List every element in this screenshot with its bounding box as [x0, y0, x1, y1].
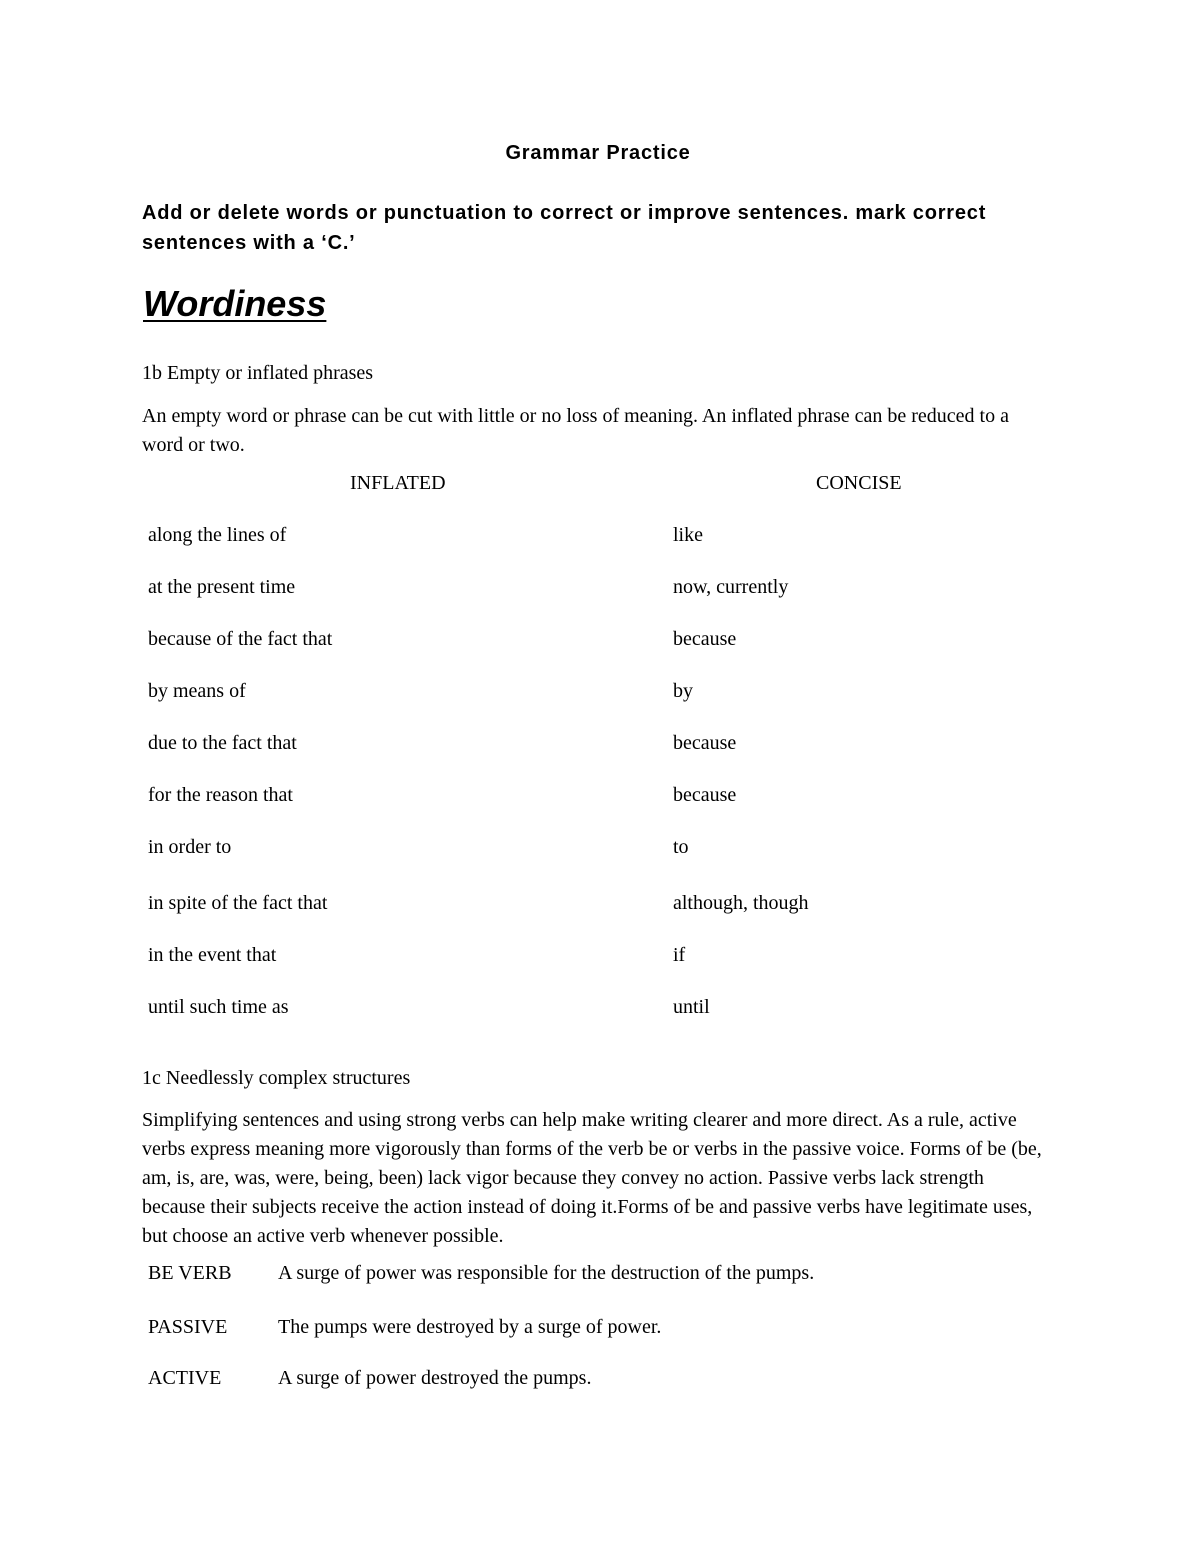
example-sentence: The pumps were destroyed by a surge of power.: [278, 1316, 662, 1338]
table-row: [148, 784, 1048, 814]
table-row: [148, 892, 1048, 922]
table-row: [148, 576, 1048, 606]
example-label: ACTIVE: [148, 1367, 222, 1389]
inflated-phrase: in the event that: [148, 944, 277, 966]
inflated-phrase: in order to: [148, 836, 232, 858]
inflated-phrase: due to the fact that: [148, 732, 297, 754]
inflated-phrase: at the present time: [148, 576, 296, 598]
column-header-inflated: INFLATED: [350, 472, 446, 494]
example-label: BE VERB: [148, 1262, 232, 1284]
section-1b-label: 1b Empty or inflated phrases: [142, 362, 374, 384]
concise-phrase: if: [673, 944, 686, 966]
table-row: [148, 944, 1048, 974]
section-heading: Wordiness: [143, 283, 327, 324]
concise-phrase: because: [673, 628, 737, 650]
column-header-concise: CONCISE: [816, 472, 902, 494]
table-row: [148, 628, 1048, 658]
example-label: PASSIVE: [148, 1316, 228, 1338]
instructions: Add or delete words or punctuation to correct or improve sentences. mark correct sentences with a ‘C.’: [142, 202, 987, 254]
inflated-phrase: for the reason that: [148, 784, 293, 806]
inflated-phrase: because of the fact that: [148, 628, 333, 650]
concise-phrase: although, though: [673, 892, 809, 914]
concise-phrase: by: [673, 680, 693, 702]
table-row: [148, 680, 1048, 710]
concise-phrase: because: [673, 732, 737, 754]
table-row: [148, 836, 1048, 866]
example-sentence: A surge of power was responsible for the destruction of the pumps.: [278, 1262, 815, 1284]
inflated-phrase: in spite of the fact that: [148, 892, 328, 914]
table-row: [148, 732, 1048, 762]
concise-phrase: like: [673, 524, 703, 546]
inflated-phrase: by means of: [148, 680, 246, 702]
example-sentence: A surge of power destroyed the pumps.: [278, 1367, 592, 1389]
section-1c-label: 1c Needlessly complex structures: [142, 1067, 411, 1089]
table-row: [148, 996, 1048, 1026]
table-row: [148, 524, 1048, 554]
concise-phrase: now, currently: [673, 576, 789, 598]
section-1c-description: Simplifying sentences and using strong verbs can help make writing clearer and more direct. As a rule, active verbs express meaning more vigorously than forms of the verb be or verbs in the passive voice. Forms of be (be, am, is, are, was, were, being, been) lack vigor because they convey no action. Passive verbs lack strength because their subjects receive the action instead of doing it.Forms of be and passive verbs have legitimate uses, but choose an active verb whenever possible.: [142, 1109, 1042, 1247]
inflated-phrase: along the lines of: [148, 524, 287, 546]
page-title: Grammar Practice: [505, 142, 691, 164]
concise-phrase: because: [673, 784, 737, 806]
concise-phrase: until: [673, 996, 710, 1018]
concise-phrase: to: [673, 836, 689, 858]
section-1b-description: An empty word or phrase can be cut with little or no loss of meaning. An inflated phrase can be reduced to a word or two.: [142, 405, 1009, 456]
inflated-phrase: until such time as: [148, 996, 289, 1018]
